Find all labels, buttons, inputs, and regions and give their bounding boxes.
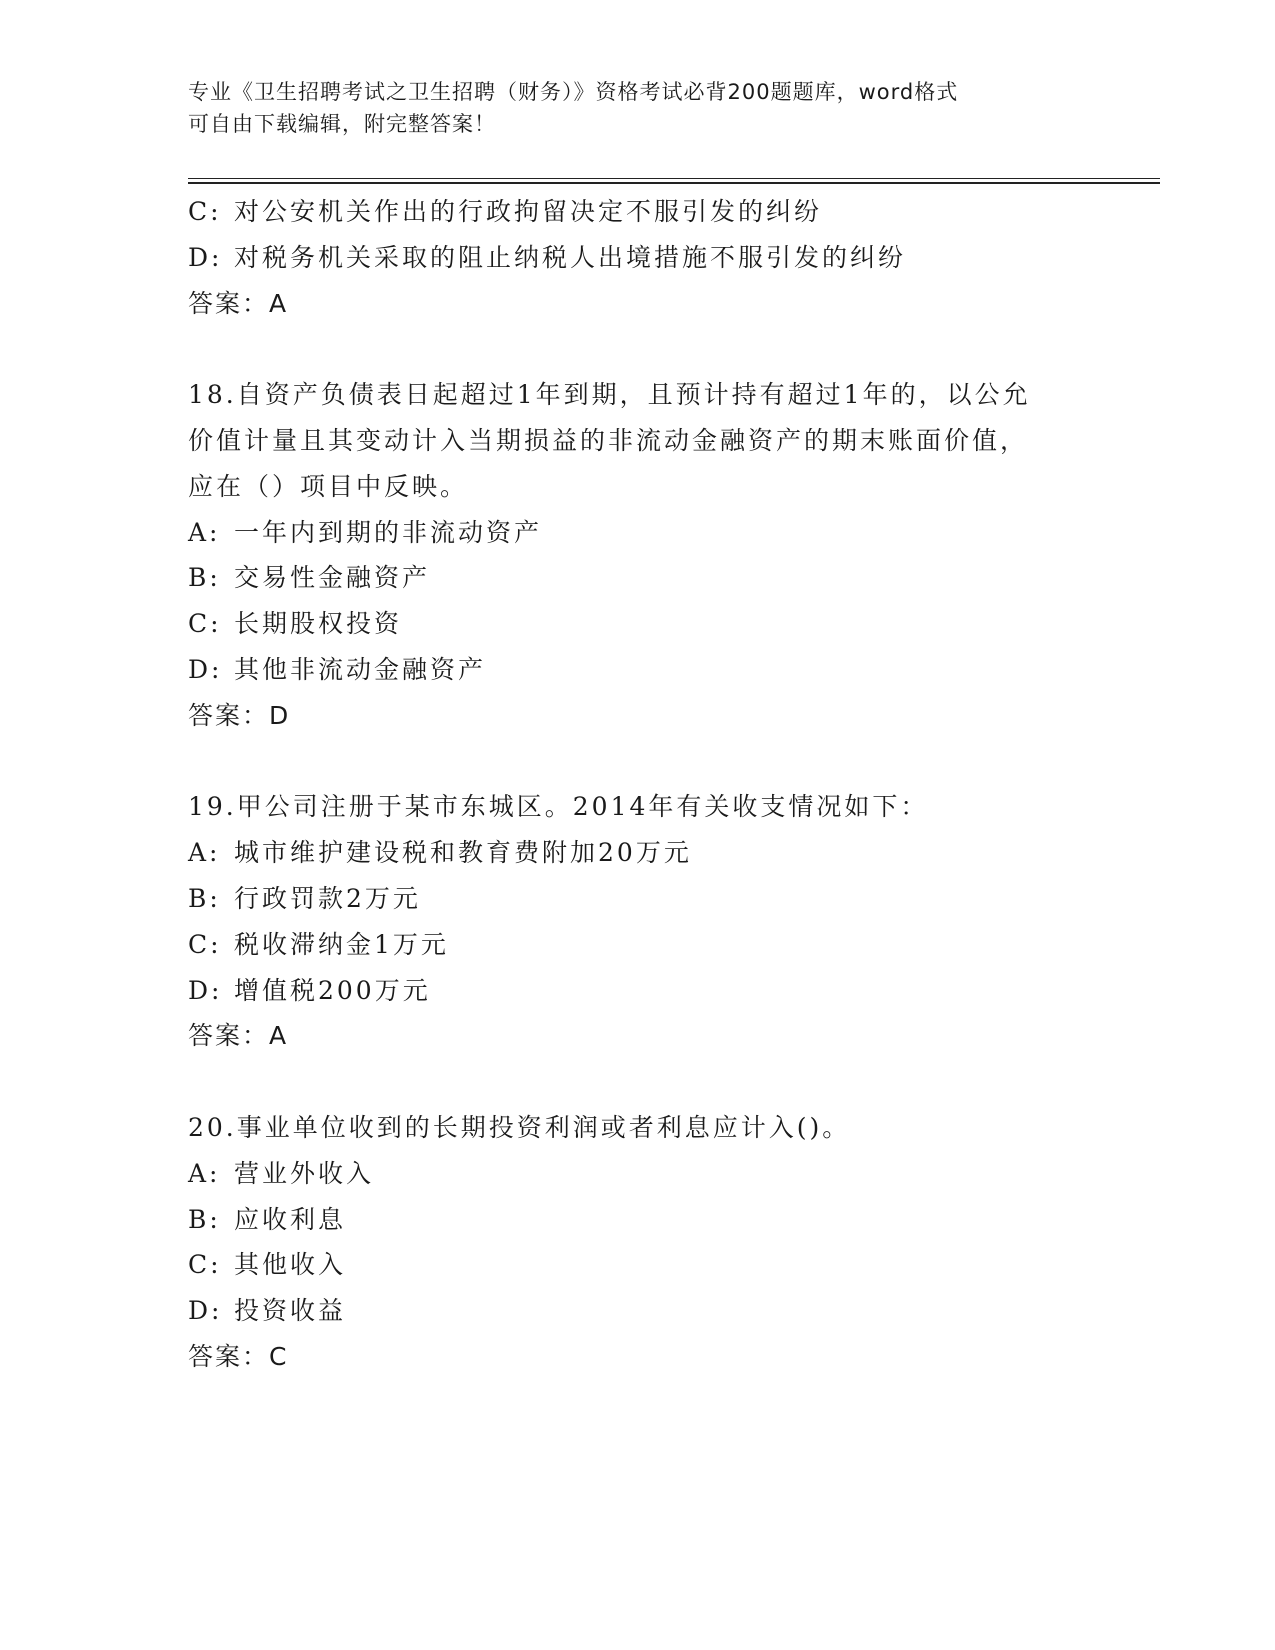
option-row (188, 876, 1088, 922)
option-row (188, 968, 1088, 1014)
option-row (188, 922, 1088, 968)
question-17-continuation (188, 189, 1088, 326)
question-stem-line: 18.自资产负债表日起超过1年到期，且预计持有超过1年的，以公允 (188, 380, 1031, 410)
option-text: 城市维护建设税和教育费附加20万元 (234, 838, 692, 868)
option-text: 税收滞纳金1万元 (234, 929, 449, 959)
option-row (188, 235, 1088, 281)
option-text: 对税务机关采取的阻止纳税人出境措施不服引发的纠纷 (234, 242, 907, 272)
option-row (188, 647, 1088, 693)
question-stem-line: 20.事业单位收到的长期投资利润或者利息应计入()。 (188, 1112, 851, 1142)
option-label: C: (188, 197, 222, 226)
option-label: A: (188, 838, 221, 868)
option-text: 应收利息 (234, 1204, 347, 1234)
question-stem-line: 价值计量且其变动计入当期损益的非流动金融资产的期末账面价值， (188, 425, 1029, 455)
option-label: B: (188, 883, 221, 913)
option-text: 其他收入 (234, 1250, 347, 1280)
option-text: 增值税200万元 (234, 975, 431, 1005)
header-divider-thick (188, 182, 1160, 184)
header-line-1: 专业《卫生招聘考试之卫生招聘（财务）》资格考试必背200题题库，word格式 (188, 80, 959, 104)
document-header (188, 76, 1088, 140)
option-label: D: (188, 654, 223, 684)
option-row (188, 189, 1088, 235)
question-18 (188, 372, 1088, 738)
option-text: 一年内到期的非流动资产 (234, 517, 543, 547)
option-label: A: (188, 517, 221, 547)
option-text: 对公安机关作出的行政拘留决定不服引发的纠纷 (234, 197, 823, 226)
option-label: C: (188, 1250, 222, 1280)
option-text: 行政罚款2万元 (234, 883, 421, 913)
answer-line: 答案：A (188, 1021, 289, 1051)
question-19 (188, 784, 1088, 1059)
question-stem-line: 19.甲公司注册于某市东城区。2014年有关收支情况如下： (188, 792, 929, 822)
question-stem-line: 应在（）项目中反映。 (188, 471, 469, 501)
option-label: C: (188, 929, 222, 959)
option-row (188, 1288, 1088, 1334)
header-divider-thin (188, 178, 1160, 179)
header-line-2: 可自由下载编辑，附完整答案！ (188, 112, 496, 136)
spacer (188, 739, 1088, 785)
answer-line: 答案：D (188, 700, 291, 730)
option-label: A: (188, 1158, 221, 1188)
option-label: C: (188, 609, 222, 639)
spacer (188, 1059, 1088, 1105)
option-text: 投资收益 (234, 1296, 347, 1326)
spacer (188, 326, 1088, 372)
option-text: 长期股权投资 (234, 609, 403, 639)
option-row (188, 1242, 1088, 1288)
option-label: D: (188, 975, 223, 1005)
option-label: D: (188, 1296, 223, 1326)
option-text: 营业外收入 (234, 1158, 375, 1188)
option-label: B: (188, 1204, 221, 1234)
option-row (188, 555, 1088, 601)
question-20 (188, 1105, 1088, 1380)
option-row (188, 510, 1088, 556)
option-text: 交易性金融资产 (234, 563, 431, 593)
option-row (188, 1151, 1088, 1197)
option-label: B: (188, 563, 221, 593)
option-text: 其他非流动金融资产 (234, 654, 487, 684)
document-body (188, 189, 1088, 1380)
option-row (188, 830, 1088, 876)
option-row (188, 601, 1088, 647)
option-row (188, 1197, 1088, 1243)
option-label: D: (188, 242, 223, 272)
answer-line: 答案：A (188, 288, 289, 318)
answer-line: 答案：C (188, 1341, 289, 1371)
